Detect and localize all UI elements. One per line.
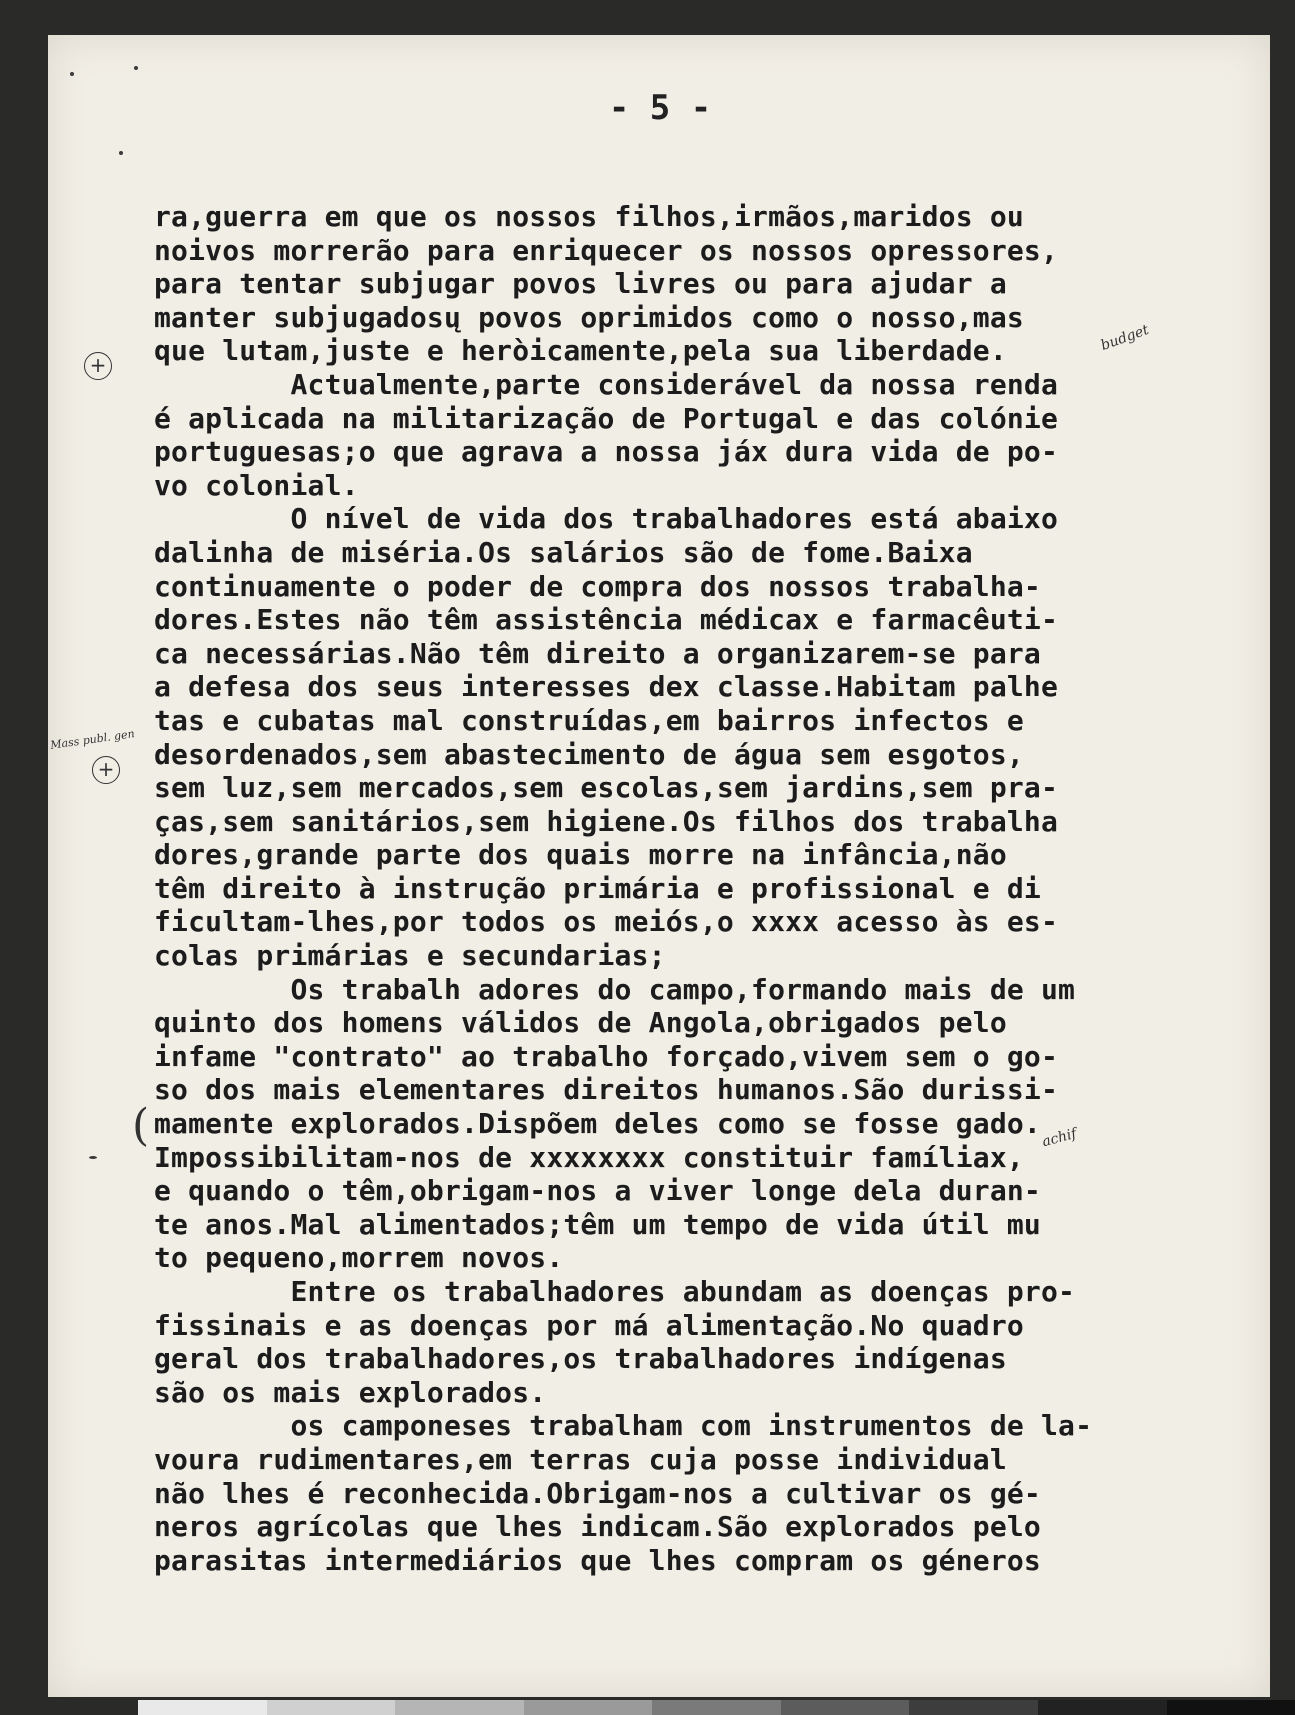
paper-speck (89, 1156, 97, 1159)
text-line: dalinha de miséria.Os salários são de fome.Baixa (154, 535, 973, 569)
text-line: e quando o têm,obrigam-nos a viver longe dela duran- (154, 1174, 1041, 1208)
text-line: têm direito à instrução primária e profissional e di (154, 871, 1041, 905)
text-line: os camponeses trabalham com instrumentos de la- (154, 1409, 1093, 1443)
text-line: tas e cubatas mal construídas,em bairros infectos e (154, 703, 1024, 737)
text-line: colas primárias e secundarias; (154, 939, 666, 973)
text-line: manter subjugadosų povos oprimidos como o nosso,mas (154, 300, 1024, 334)
text-line: dores,grande parte dos quais morre na infância,não (154, 838, 1007, 872)
margin-circle-plus-bottom: + (92, 756, 120, 784)
text-line: mamente explorados.Dispõem deles como se fosse gado. (154, 1107, 1041, 1141)
text-line: são os mais explorados. (154, 1375, 547, 1409)
text-line: infame "contrato" ao trabalho forçado,vivem sem o go- (154, 1039, 1059, 1073)
text-line: fissinais e as doenças por má alimentação.No quadro (154, 1308, 1024, 1342)
text-line: te anos.Mal alimentados;têm um tempo de vida útil mu (154, 1207, 1041, 1241)
text-line: continuamente o poder de compra dos nossos trabalha- (154, 569, 1041, 603)
text-line: vo colonial. (154, 468, 359, 502)
margin-note-top-right: budget (1098, 321, 1152, 355)
text-line: ficultam-lhes,por todos os meiós,o xxxx acesso às es- (154, 905, 1059, 939)
text-line: ra,guerra em que os nossos filhos,irmãos,maridos ou (154, 200, 1024, 233)
paper-speck (134, 66, 138, 70)
paper-speck (119, 151, 123, 155)
text-line: a defesa dos seus interesses dex classe.Habitam palhe (154, 670, 1059, 704)
text-line: noivos morrerão para enriquecer os nossos opressores, (154, 233, 1059, 267)
margin-bracket: ( (132, 1100, 150, 1151)
text-line: Os trabalh adores do campo,formando mais de um (154, 972, 1076, 1006)
text-line: so dos mais elementares direitos humanos.São durissi- (154, 1073, 1059, 1107)
text-line: não lhes é reconhecida.Obrigam-nos a cultivar os gé- (154, 1476, 1041, 1510)
text-line: que lutam,juste e heròicamente,pela sua liberdade. (154, 334, 1007, 368)
page-number: - 5 - (608, 88, 712, 128)
text-line: Actualmente,parte considerável da nossa renda (154, 367, 1059, 401)
margin-circle-plus-top: + (84, 352, 112, 380)
margin-note-left: Mass publ. gen (49, 727, 136, 752)
text-line: para tentar subjugar povos livres ou para ajudar a (154, 267, 1007, 301)
text-line: geral dos trabalhadores,os trabalhadores indígenas (154, 1342, 1007, 1376)
color-calibration-strip (138, 1700, 1295, 1715)
text-line: Impossibilitam-nos de xxxxxxxx constituir famíliax, (154, 1140, 1024, 1174)
text-line: dores.Estes não têm assistência médicax e farmacêuti- (154, 603, 1059, 637)
text-line: O nível de vida dos trabalhadores está abaixo (154, 502, 1059, 536)
text-line: quinto dos homens válidos de Angola,obrigados pelo (154, 1006, 1007, 1040)
text-line: desordenados,sem abastecimento de água sem esgotos, (154, 737, 1024, 771)
text-line: ca necessárias.Não têm direito a organizarem-se para (154, 636, 1041, 670)
text-line: parasitas intermediários que lhes compram os géneros (154, 1543, 1041, 1577)
text-line: portuguesas;o que agrava a nossa jáx dura vida de po- (154, 435, 1059, 469)
margin-note-right-lower: achif (1040, 1125, 1079, 1151)
typewritten-text-body (154, 200, 1234, 1577)
text-line: Entre os trabalhadores abundam as doenças pro- (154, 1275, 1076, 1308)
text-line: voura rudimentares,em terras cuja posse individual (154, 1442, 1007, 1476)
paper-speck (70, 72, 74, 76)
text-line: é aplicada na militarização de Portugal e das colónie (154, 401, 1059, 435)
text-line: neros agrícolas que lhes indicam.São explorados pelo (154, 1510, 1041, 1544)
text-line: to pequeno,morrem novos. (154, 1241, 564, 1275)
text-line: ças,sem sanitários,sem higiene.Os filhos dos trabalha (154, 804, 1059, 838)
text-line: sem luz,sem mercados,sem escolas,sem jardins,sem pra- (154, 771, 1059, 805)
